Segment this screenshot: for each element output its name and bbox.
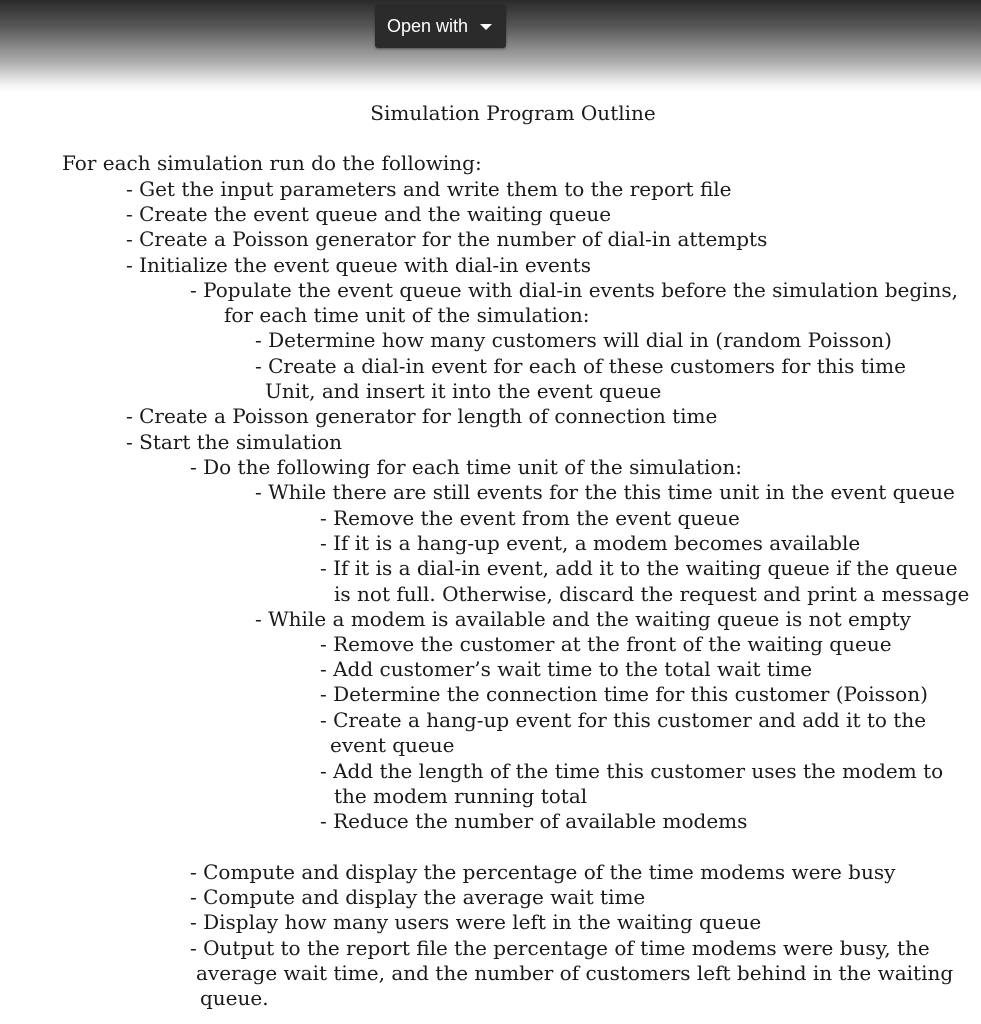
chevron-down-icon: [480, 24, 492, 30]
outline-line: - Add the length of the time this customer uses the modem to: [320, 759, 944, 783]
outline-line: - Remove the event from the event queue: [320, 506, 740, 530]
outline-line: - Create a Poisson generator for the number of dial-in attempts: [126, 227, 768, 251]
open-with-button[interactable]: [375, 4, 506, 48]
outline-line: - Create a hang-up event for this customer and add it to the: [320, 708, 927, 732]
outline-line: queue.: [200, 986, 269, 1010]
outline-line: - If it is a hang-up event, a modem becomes available: [320, 531, 861, 555]
outline-line: For each simulation run do the following:: [62, 151, 482, 175]
outline-line: - Reduce the number of available modems: [320, 809, 748, 833]
document-title: Simulation Program Outline: [370, 101, 656, 125]
outline-line: - Create a dial-in event for each of these customers for this time: [255, 354, 906, 378]
outline-line: - Output to the report file the percentage of time modems were busy, the: [190, 936, 930, 960]
outline-line: - Remove the customer at the front of the waiting queue: [320, 632, 892, 656]
outline-line: - While a modem is available and the waiting queue is not empty: [255, 607, 911, 631]
outline-line: - If it is a dial-in event, add it to the waiting queue if the queue: [320, 556, 958, 580]
outline-line: Unit, and insert it into the event queue: [265, 379, 662, 403]
outline-line: - Determine how many customers will dial in (random Poisson): [255, 328, 892, 352]
outline-line: - Start the simulation: [126, 430, 343, 454]
outline-line: - Display how many users were left in the waiting queue: [190, 910, 762, 934]
outline-line: average wait time, and the number of customers left behind in the waiting: [196, 961, 954, 985]
outline-line: is not full. Otherwise, discard the request and print a message: [334, 582, 970, 606]
outline-line: event queue: [330, 733, 455, 757]
outline-line: - While there are still events for the this time unit in the event queue: [255, 480, 955, 504]
outline-line: - Initialize the event queue with dial-in events: [126, 253, 591, 277]
outline-line: for each time unit of the simulation:: [224, 303, 590, 327]
outline-line: - Create the event queue and the waiting queue: [126, 202, 612, 226]
outline-line: - Determine the connection time for this customer (Poisson): [320, 682, 928, 706]
outline-line: - Populate the event queue with dial-in events before the simulation begins,: [190, 278, 959, 302]
outline-line: - Compute and display the percentage of the time modems were busy: [190, 860, 896, 884]
outline-line: - Create a Poisson generator for length of connection time: [126, 404, 718, 428]
open-with-label: Open with: [387, 15, 469, 36]
outline-line: - Do the following for each time unit of the simulation:: [190, 455, 743, 479]
outline-line: - Add customer’s wait time to the total wait time: [320, 657, 813, 681]
outline-line: - Compute and display the average wait time: [190, 885, 646, 909]
outline-line: - Get the input parameters and write them to the report file: [126, 177, 732, 201]
outline-line: the modem running total: [334, 784, 588, 808]
